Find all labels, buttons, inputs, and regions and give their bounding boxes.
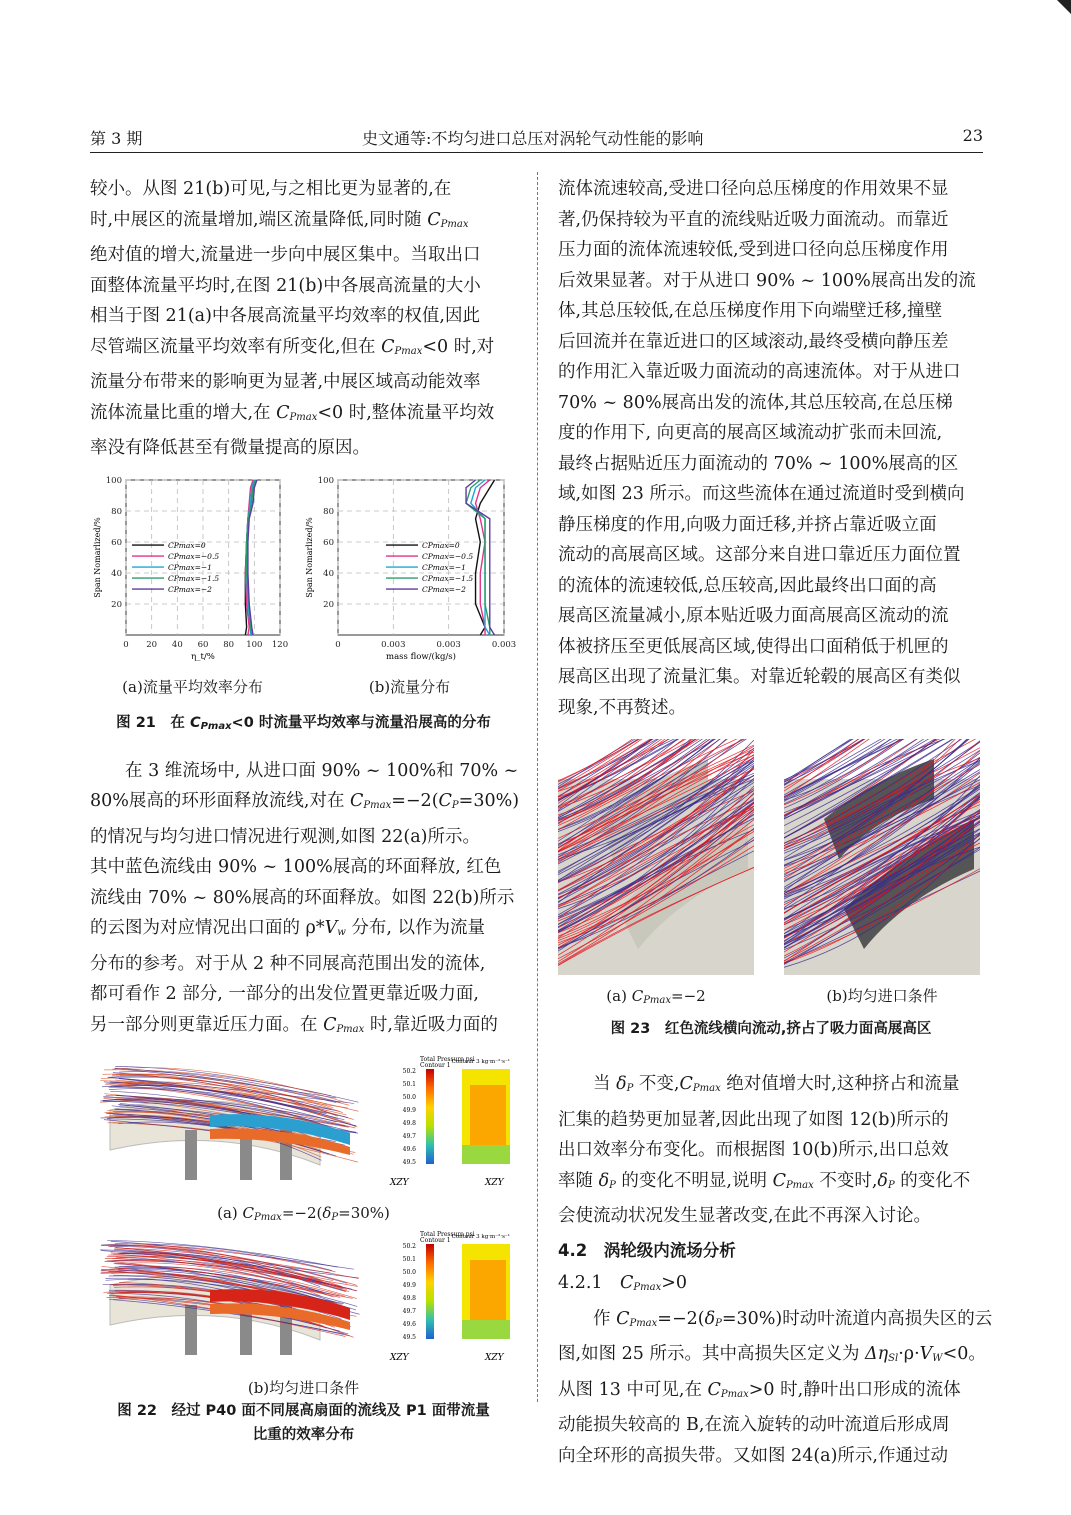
text-line: 汇集的趋势更加显著,因此出现了如图 12(b)所示的 xyxy=(558,1109,949,1130)
figure-23 xyxy=(558,739,984,1069)
y-tick-label: 80 xyxy=(111,506,122,517)
right-paragraph-1 xyxy=(558,174,984,723)
text-line: 的流体的流速较低,总压较高,因此最终出口面的高 xyxy=(558,575,937,596)
y-tick-label: 40 xyxy=(323,568,334,579)
y-tick-label: 20 xyxy=(323,599,334,610)
contour-lower xyxy=(462,1145,510,1164)
fig23-caption: 图 23 红色流线横向流动,挤占了吸力面高展高区 xyxy=(610,1021,932,1037)
text-line: 流线由 70% ~ 80%展高的环面释放。如图 22(b)所示 xyxy=(90,887,515,908)
right-paragraph-2 xyxy=(558,1069,984,1232)
text-line: 绝对值的增大,流量进一步向中展区集中。当取出口 xyxy=(90,245,481,265)
contour-title: Contour 3 kg·m⁻²·s⁻¹ xyxy=(451,1234,510,1240)
text-line: 流动的高展高区域。这部分来自进口靠近压力面位置 xyxy=(558,545,961,565)
text-line: 80%展高的环形面释放流线,对在 $C_{Pmax}=-2(C_P=30\%)$ xyxy=(90,791,520,811)
fig23-subcaption-b: (b)均匀进口条件 xyxy=(826,987,938,1005)
fig22-subcaption-b: (b)均匀进口条件 xyxy=(247,1379,360,1397)
y-tick-label: 60 xyxy=(323,537,334,548)
text-line: 流体流速较高,受进口径向总压梯度的作用效果不显 xyxy=(558,179,949,199)
colorbar-value: 50.0 xyxy=(402,1269,416,1276)
legend-label: CPmax=−1.5 xyxy=(422,573,474,583)
text-line: 向全环形的高损失带。又如图 24(a)所示,作通过动 xyxy=(558,1445,948,1466)
colorbar-value: 49.6 xyxy=(402,1321,416,1328)
colorbar xyxy=(426,1069,434,1164)
y-tick-label: 100 xyxy=(317,475,334,486)
chart-efficiency-distribution xyxy=(90,476,295,676)
colorbar-subtitle: Contour 1 xyxy=(420,1062,451,1069)
text-line: 最终占据贴近压力面流动的 70% ~ 100%展高的区 xyxy=(558,453,959,474)
text-line: 静压梯度的作用,向吸力面迁移,并挤占靠近吸立面 xyxy=(558,514,937,535)
figure-21 xyxy=(90,476,517,756)
colorbar-value: 50.1 xyxy=(402,1256,416,1263)
fig22-subcaption-a: (a) $C_{Pmax}=-2(\delta_P=30\%)$ xyxy=(217,1204,390,1223)
text-line: 都可看作 2 部分, 一部分的出发位置更靠近吸力面, xyxy=(90,984,479,1004)
text-line: 分布的参考。对于从 2 种不同展高范围出发的流体, xyxy=(90,953,486,974)
legend-label: CPmax=−1.5 xyxy=(168,573,220,583)
x-tick-label: 0 xyxy=(123,639,129,650)
page-corner-mark xyxy=(1057,0,1071,14)
x-tick-label: 0.003 xyxy=(491,639,517,650)
text-line: 从图 13 中可见,在 $C_{Pmax}>0$ 时,静叶出口形成的流体 xyxy=(558,1379,961,1400)
text-line: 后回流并在靠近进口的区域滚动,最终受横向静压差 xyxy=(558,331,949,352)
colorbar-subtitle: Contour 1 xyxy=(420,1237,451,1244)
text-line: 率没有降低甚至有微量提高的原因。 xyxy=(90,438,370,458)
y-tick-label: 40 xyxy=(111,568,122,579)
text-line: 的作用汇入靠近吸力面流动的高速流体。对于从进口 xyxy=(558,362,961,382)
colorbar-value: 49.9 xyxy=(402,1107,416,1114)
text-line: 尽管端区流量平均效率有所变化,但在 $C_{Pmax}<0$ 时,对 xyxy=(90,336,495,357)
colorbar-title: Total Pressure psi xyxy=(420,1056,475,1063)
x-tick-label: 120 xyxy=(271,639,289,650)
text-line: 的情况与均匀进口情况进行观测,如图 22(a)所示。 xyxy=(90,826,480,847)
section-heading-4-2-1: 4.2.1 $C_{Pmax}>0$ xyxy=(558,1273,688,1293)
legend-label: CPmax=−1 xyxy=(422,562,466,572)
x-axis-label: mass flow/(kg/s) xyxy=(386,651,456,662)
left-paragraph-2 xyxy=(90,756,520,1046)
y-tick-label: 80 xyxy=(323,506,334,517)
x-axis-label: η_t/% xyxy=(191,651,215,662)
text-line: 当 $\delta_P$ 不变$,C_{Pmax}$ 绝对值增大时,这种挤占和流量 xyxy=(593,1074,960,1094)
text-line: 其中蓝色流线由 90% ~ 100%展高的环面释放, 红色 xyxy=(90,857,502,877)
legend-label: CPmax=−2 xyxy=(168,584,212,594)
legend-label: CPmax=−2 xyxy=(422,584,466,594)
x-tick-label: 0 xyxy=(335,639,341,650)
text-line: 体被挤压至更低展高区域,使得出口面稍低于机匣的 xyxy=(558,636,949,657)
contour-title: Contour 3 kg·m⁻²·s⁻¹ xyxy=(451,1059,510,1065)
x-tick-label: 0.003 xyxy=(436,639,461,650)
fig21-subcaption-b: (b)流量分布 xyxy=(368,677,451,696)
text-line: 70% ~ 80%展高出发的流体,其总压较高,在总压梯 xyxy=(558,392,953,413)
colorbar-value: 49.8 xyxy=(402,1120,416,1127)
left-column xyxy=(90,174,520,1455)
chart-mass-flow-distribution xyxy=(302,476,517,676)
blade-pillar xyxy=(185,1305,197,1355)
legend-label: CPmax=−0.5 xyxy=(422,551,474,561)
colorbar-value: 49.7 xyxy=(402,1308,416,1315)
x-tick-label: 0.003 xyxy=(381,639,406,650)
x-tick-label: 100 xyxy=(246,639,263,650)
axis-triad-label: XZY xyxy=(485,1353,504,1363)
colorbar-value: 49.9 xyxy=(402,1282,416,1289)
colorbar-value: 49.8 xyxy=(402,1295,416,1302)
right-paragraph-3 xyxy=(558,1304,993,1472)
column-divider xyxy=(537,172,538,1402)
y-axis-label: Span Nomarlized/% xyxy=(93,516,102,598)
fig21-subcaption-a: (a)流量平均效率分布 xyxy=(122,677,263,696)
blade-pillar xyxy=(185,1130,197,1180)
fig22b-streamline-render xyxy=(90,1230,517,1370)
text-line: 域,如图 23 所示。而这些流体在通过流道时受到横向 xyxy=(558,484,965,504)
colorbar-title: Total Pressure psi xyxy=(420,1231,475,1238)
axis-triad-label: XZY xyxy=(485,1178,504,1188)
text-line: 著,仍保持较为平直的流线贴近吸力面流动。而靠近 xyxy=(558,209,949,230)
running-title: 史文通等:不均匀进口总压对涡轮气动性能的影响 xyxy=(362,129,704,148)
text-line: 出口效率分布变化。而根据图 10(b)所示,出口总效 xyxy=(558,1140,949,1160)
running-header xyxy=(90,124,983,153)
fig23-subcaption-a: (a) $C_{Pmax}=-2$ xyxy=(606,987,706,1006)
fig23a-streamline-render xyxy=(558,739,754,975)
legend-label: CPmax=−0.5 xyxy=(168,551,220,561)
text-line: 率随 $\delta_P$ 的变化不明显,说明 $C_{Pmax}$ 不变时$,\delta_P$ 的变化不 xyxy=(558,1170,971,1191)
colorbar-value: 49.6 xyxy=(402,1146,416,1153)
text-line: 会使流动状况发生显著改变,在此不再深入讨论。 xyxy=(558,1206,932,1226)
text-line: 度的作用下, 向更高的展高区域流动扩张而未回流, xyxy=(558,423,943,443)
x-tick-label: 20 xyxy=(146,639,158,650)
legend-label: CPmax=−1 xyxy=(168,562,212,572)
x-tick-label: 80 xyxy=(223,639,235,650)
text-line: 作 $C_{Pmax}=-2(\delta_P=30\%)$时动叶流道内高损失区的云 xyxy=(593,1308,993,1329)
text-line: 另一部分则更靠近压力面。在 $C_{Pmax}$ 时,靠近吸力面的 xyxy=(90,1014,498,1035)
colorbar-value: 50.2 xyxy=(402,1068,416,1075)
fig22a-streamline-render xyxy=(90,1055,517,1195)
colorbar-value: 49.5 xyxy=(402,1334,416,1341)
contour-core xyxy=(470,1085,506,1145)
text-line: 时,中展区的流量增加,端区流量降低,同时随 $C_{Pmax}$ xyxy=(90,209,469,230)
colorbar-value: 50.2 xyxy=(402,1243,416,1250)
y-tick-label: 20 xyxy=(111,599,122,610)
text-line: 在 3 维流场中, 从进口面 90% ~ 100%和 70% ~ xyxy=(125,760,519,781)
legend-label: CPmax=0 xyxy=(168,540,206,550)
colorbar-value: 49.7 xyxy=(402,1133,416,1140)
contour-lower xyxy=(462,1320,510,1339)
text-line: 流量分布带来的影响更为显著,中展区域高动能效率 xyxy=(90,372,481,392)
figure-22 xyxy=(90,1055,517,1455)
text-line: 压力面的流体流速较低,受到进口径向总压梯度作用 xyxy=(558,240,949,260)
y-tick-label: 100 xyxy=(105,475,122,486)
fig22-caption: 图 22 经过 P40 面不同展高扇面的流线及 P1 面带流量 比重的效率分布 xyxy=(117,1403,490,1443)
fig21-caption: 图 21 在 $C_{Pmax}<0$ 时流量平均效率与流量沿展高的分布 xyxy=(116,714,491,732)
issue-number: 第 3 期 xyxy=(90,129,143,148)
axis-triad-label: XZY xyxy=(390,1353,409,1363)
axis-triad-label: XZY xyxy=(390,1178,409,1188)
colorbar-value: 50.0 xyxy=(402,1094,416,1101)
x-tick-label: 40 xyxy=(171,639,183,650)
text-line: 面整体流量平均时,在图 21(b)中各展高流量的大小 xyxy=(90,275,481,296)
text-line: 后效果显著。对于从进口 90% ~ 100%展高出发的流 xyxy=(558,270,976,291)
section-heading-4-2: 4.2 涡轮级内流场分析 xyxy=(558,1240,736,1260)
x-tick-label: 60 xyxy=(197,639,209,650)
text-line: 体,其总压较低,在总压梯度作用下向端壁迁移,撞壁 xyxy=(558,301,943,321)
text-line: 图,如图 25 所示。其中高损失区定义为 $\Delta\eta_{Sl}\cdot\rho\cdot V_W<0$。 xyxy=(558,1344,986,1364)
text-line: 的云图为对应情况出口面的 $\rho*V_w$ 分布, 以作为流量 xyxy=(90,918,486,938)
text-line: 动能损失较高的 B,在流入旋转的动叶流道后形成周 xyxy=(558,1415,950,1435)
text-line: 相当于图 21(a)中各展高流量平均效率的权值,因此 xyxy=(90,306,480,326)
left-paragraph-1 xyxy=(90,174,517,464)
page-number: 23 xyxy=(962,126,983,145)
y-axis-label: Span Nomarlized/% xyxy=(305,516,314,598)
text-line: 展高区流量减小,原本贴近吸力面高展高区流动的流 xyxy=(558,606,949,626)
colorbar-value: 49.5 xyxy=(402,1159,416,1166)
text-line: 展高区出现了流量汇集。对靠近轮毂的展高区有类似 xyxy=(558,667,961,687)
right-column xyxy=(558,174,993,1471)
fig23b-streamline-render xyxy=(784,739,980,975)
text-line: 流体流量比重的增大,在 $C_{Pmax}<0$ 时,整体流量平均效 xyxy=(90,402,495,423)
text-line: 较小。从图 21(b)可见,与之相比更为显著的,在 xyxy=(90,179,452,199)
text-line: 现象,不再赘述。 xyxy=(558,697,687,718)
colorbar xyxy=(426,1244,434,1339)
contour-core xyxy=(470,1260,506,1320)
legend-label: CPmax=0 xyxy=(422,540,460,550)
colorbar-value: 50.1 xyxy=(402,1081,416,1088)
y-tick-label: 60 xyxy=(111,537,122,548)
